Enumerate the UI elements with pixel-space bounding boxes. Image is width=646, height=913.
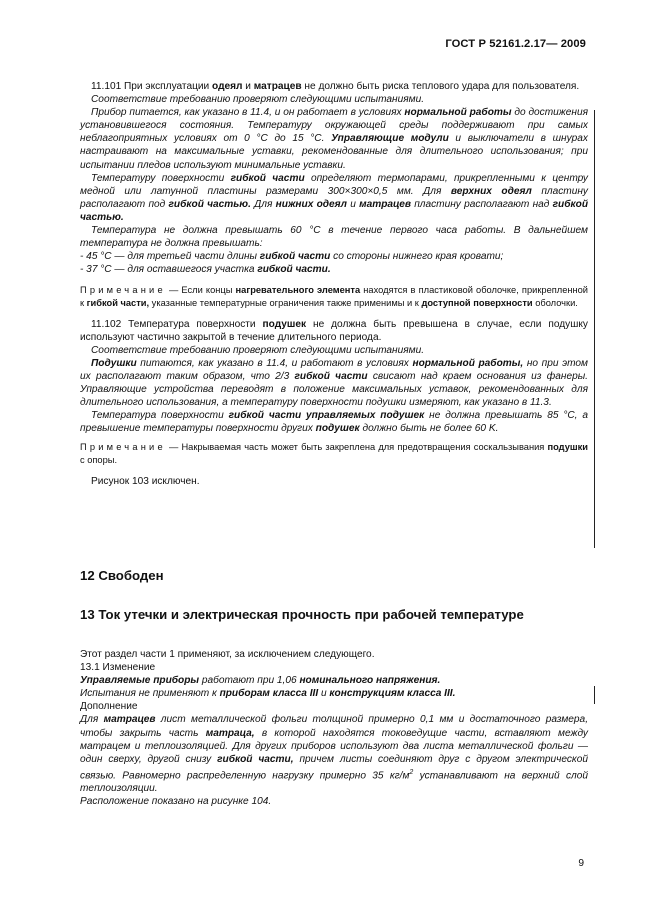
text-span: лист металлической фольги толщиной примерно 0,1 мм и достаточного размера, чтобы закрыть часть — [80, 714, 589, 739]
pillow-limit-paragraph — [80, 409, 588, 435]
bold-term: гибкой частью. — [80, 198, 588, 223]
bold-term: нижних одеял — [275, 198, 347, 210]
text-span: Температура поверхности — [91, 410, 229, 422]
bold-term: матрацев — [253, 81, 302, 92]
bold-term: нормальной работы — [404, 107, 512, 119]
foil-paragraph — [80, 713, 588, 795]
class-iii-paragraph — [80, 687, 588, 700]
text-span: — Накрываемая часть может быть закреплена для предотвращения соскальзывания — [165, 442, 548, 453]
bold-term: гибкой части — [294, 370, 368, 382]
text-span: Для — [250, 198, 276, 210]
subclause-13-1: 13.1 Изменение — [80, 662, 156, 674]
bold-term: матрацев — [103, 714, 156, 726]
test-paragraph — [80, 106, 588, 171]
text-span: со стороны нижнего края кровати; — [330, 251, 504, 263]
clause-11-block — [80, 80, 588, 488]
section-13-body — [80, 648, 588, 809]
superscript: 2 — [409, 768, 414, 776]
bold-term: верхних одеял — [450, 185, 532, 197]
text-span: - 37 °С — для оставшегося участка — [80, 264, 258, 276]
text-span: и — [318, 688, 330, 700]
bold-term: нагревательного элемента — [235, 285, 361, 296]
text-span: не должна превышать 85 °С, а превышение температуры поверхности других — [80, 410, 588, 435]
bold-term: Подушки — [91, 357, 137, 369]
text-span: определяют термопарами, прикрепленными к центру медной или латунной пластины размерами 300×300×0,5 мм. Для — [80, 172, 588, 197]
document-header: ГОСТ Р 52161.2.17— 2009 — [445, 38, 586, 50]
bold-term: доступной поверхности — [421, 298, 533, 308]
text-span: не должно быть риска теплового удара для пользователя. — [301, 81, 580, 92]
bold-term: гибкой части. — [257, 264, 331, 276]
voltage-paragraph — [80, 674, 588, 687]
text-span: 11.102 Температура поверхности — [91, 318, 263, 330]
compliance-paragraph: Соответствие требованию проверяют следующими испытаниями. — [91, 344, 425, 356]
text-span: и — [242, 81, 254, 92]
text-span: с опоры. — [80, 455, 118, 466]
text-span: — Если концы — [165, 285, 236, 296]
bold-term: гибкой части, — [217, 753, 294, 765]
change-bar — [594, 110, 595, 548]
text-span: в которой находятся токоведущие части, вставляют между матрацем и теплоизоляцией. Для других приборов используют два листа металлической фольги — один сверху, другой снизу — [80, 727, 588, 765]
text-span: оболочки. — [532, 298, 578, 308]
compliance-paragraph: Соответствие требованию проверяют следующими испытаниями. — [91, 94, 425, 106]
figure-104-reference: Расположение показано на рисунке 104. — [80, 796, 272, 808]
text-span: Для — [80, 714, 104, 726]
bold-term: гибкой части — [259, 251, 331, 263]
text-span: Температуру поверхности — [91, 172, 231, 184]
text-span: 11.101 При эксплуатации — [91, 81, 213, 92]
figure-103-note: Рисунок 103 исключен. — [91, 475, 200, 487]
change-bar — [594, 686, 595, 704]
text-span: но при этом их располагают таким образом, что 2/3 — [80, 357, 588, 382]
section-13-intro: Этот раздел части 1 применяют, за исключением следующего. — [80, 649, 375, 660]
page-number: 9 — [578, 858, 584, 869]
bold-term: Управляющие модули — [331, 133, 449, 145]
text-span: причем листы соединяют друг с другом электрической связью. Равномерно распределенную нагрузку примерно 35 кг/м — [80, 753, 588, 782]
bold-term: одеял — [212, 81, 243, 92]
bold-term: приборам класса III — [219, 688, 319, 700]
note-label: Примечание — [80, 285, 166, 296]
bold-term: гибкой части управляемых подушек — [228, 410, 425, 422]
bold-term: матрацев — [359, 198, 411, 210]
text-span: пластину располагают над — [410, 198, 553, 210]
section-13-heading: 13 Ток утечки и электрическая прочность при рабочей температуре — [80, 607, 524, 622]
bold-term: нормальной работы, — [412, 357, 524, 369]
note-11-101 — [80, 284, 588, 309]
temperature-paragraph — [80, 172, 588, 224]
text-span: работают при 1,06 — [199, 675, 300, 687]
text-span: находятся в пластиковой оболочке, прикрепленной к — [80, 285, 588, 308]
text-span: и — [346, 198, 360, 210]
text-span: должно быть не более 60 K. — [359, 423, 499, 435]
paragraph-11-102 — [80, 318, 588, 344]
text-span: не должна быть превышена в случае, если подушку используют частично закрытой в течение длительного периода. — [80, 318, 588, 343]
text-span: и выключатели в шнурах настраивают на максимальные уставки, рекомендованные для длительного использования; при испытании пледов используют минимальные уставки. — [80, 133, 588, 171]
text-span: до достижения установившегося состояния. Температуру окружающей среды поддерживают при самых неблагоприятных условиях от 0 °С до 15 °С. — [80, 107, 589, 145]
paragraph-11-101 — [80, 80, 588, 93]
note-11-102 — [80, 441, 588, 466]
text-span: свисают над краем основания из фанеры. Управляющие устройства переводят в положение максимальных уставок, рекомендованных для длительного использования, а температуру поверхности подушки измеряют, как указано в 11.3. — [80, 370, 588, 409]
section-12-heading: 12 Свободен — [80, 568, 164, 583]
bold-term: гибкой части — [230, 172, 305, 184]
text-span: - 45 °С — для третьей части длины — [80, 251, 260, 263]
limit-item-37 — [80, 263, 588, 276]
text-span: указанные температурные ограничения также применимы и к — [149, 298, 422, 308]
bold-term: гибкой части, — [86, 298, 150, 308]
limit-item-45 — [80, 250, 588, 263]
bold-term: Управляемые приборы — [80, 675, 200, 687]
limit-paragraph: Температура не должна превышать 60 °С в течение первого часа работы. В дальнейшем температура не должна превышать: — [80, 225, 588, 250]
bold-term: подушек — [262, 318, 307, 330]
bold-term: конструкциям класса III. — [329, 688, 456, 700]
bold-term: номинального напряжения. — [299, 675, 441, 687]
pillow-test-paragraph — [80, 357, 588, 409]
note-label: Примечание — [80, 442, 166, 453]
bold-term: подушек — [315, 423, 360, 435]
text-span: устанавливают на верхний слой теплоизоляции. — [80, 770, 588, 795]
text-span: питаются, как указано в 11.4, и работают в условиях — [136, 357, 413, 369]
text-span: Испытания не применяют к — [80, 688, 220, 700]
addition-label: Дополнение — [80, 701, 138, 713]
bold-term: подушки — [547, 442, 588, 453]
text-span: Прибор питается, как указано в 11.4, и он работает в условиях — [91, 107, 405, 119]
bold-term: матраца, — [205, 727, 255, 739]
bold-term: гибкой частью. — [168, 198, 251, 210]
text-span: пластину располагают под — [80, 185, 588, 210]
